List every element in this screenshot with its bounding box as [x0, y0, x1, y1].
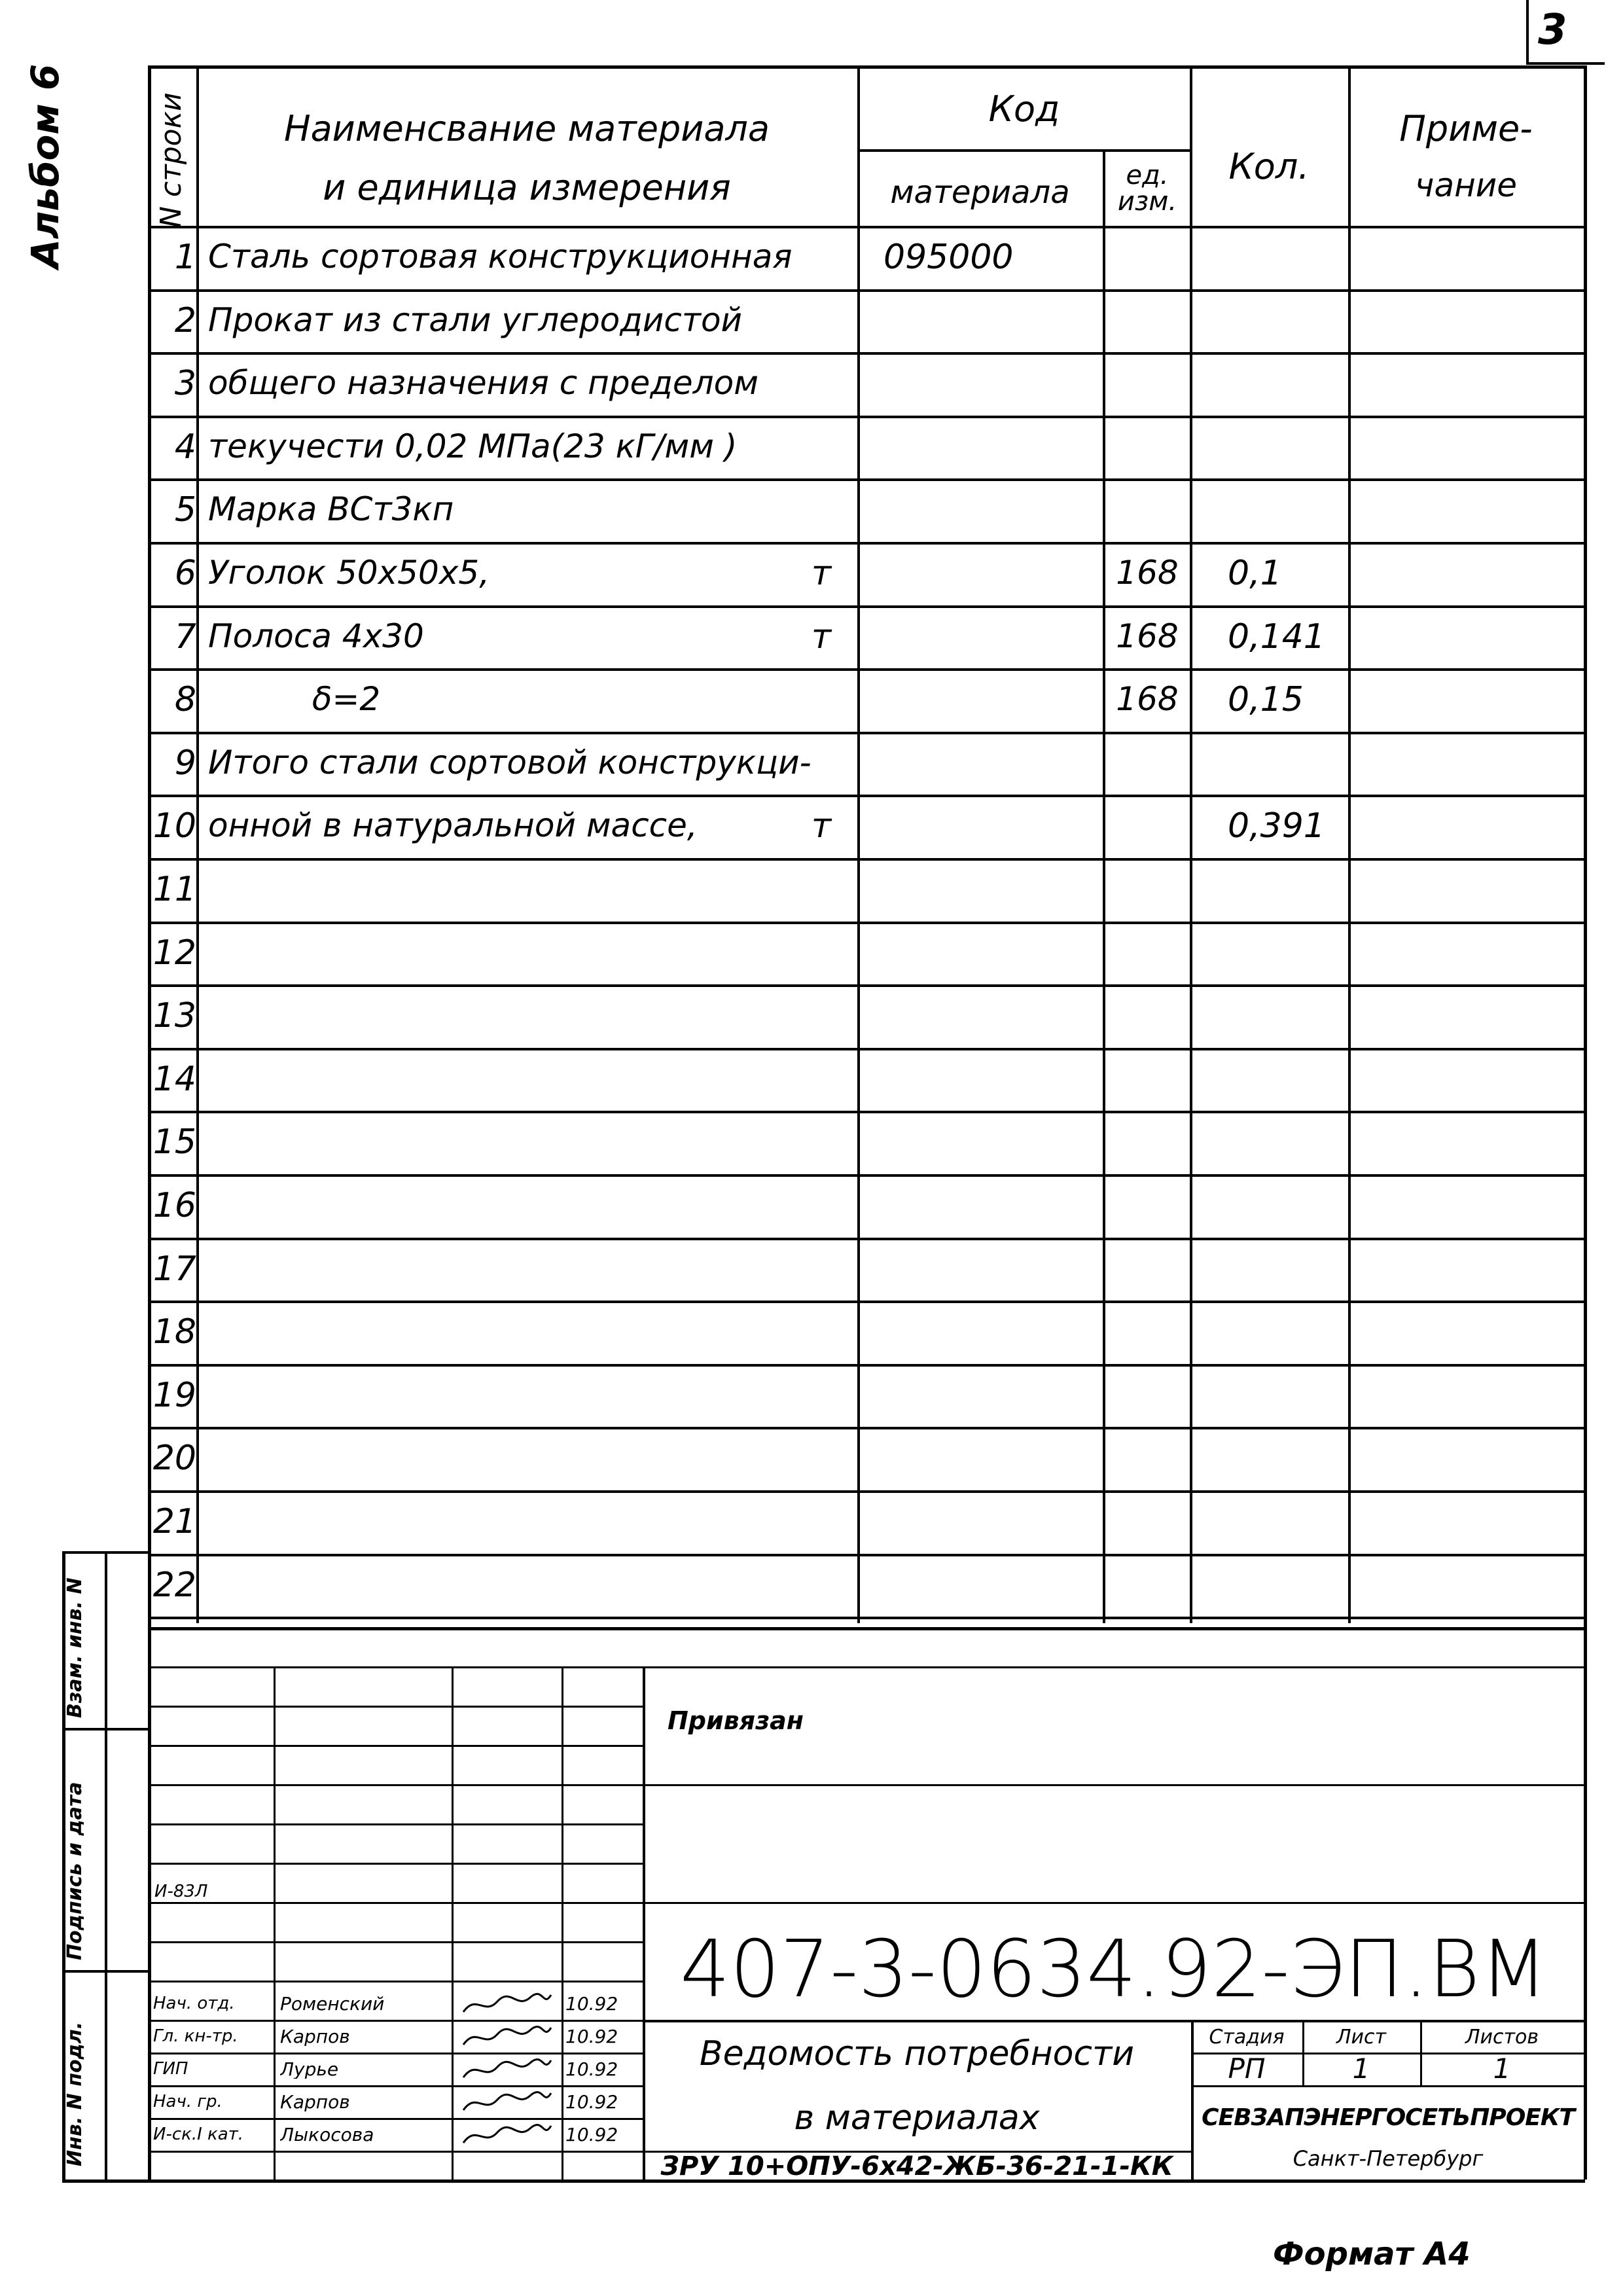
title-block-top: [148, 1627, 1585, 1630]
row-unit-symbol: т: [811, 554, 832, 593]
header-note-line2: чание: [1414, 166, 1518, 204]
signature-date: 10.92: [565, 2126, 618, 2144]
row-divider: [148, 1300, 1585, 1303]
handwritten-signature: [458, 1990, 556, 2020]
table-top-border: [148, 65, 1585, 69]
signature-name: Лурье: [280, 2060, 339, 2079]
row-number: 6: [174, 554, 196, 593]
tb-left-line-b: [148, 1745, 643, 1747]
row-divider: [148, 732, 1585, 734]
header-bottom-border: [148, 226, 1585, 228]
organization-city: Санкт-Петербург: [1293, 2146, 1484, 2171]
side-strip-bottom: [62, 2179, 148, 2183]
row-number: 9: [174, 744, 196, 783]
row-unit-symbol: т: [811, 617, 832, 656]
row-number: 10: [152, 806, 196, 846]
signature-role: И-ск.I кат.: [153, 2126, 244, 2143]
row-divider: [148, 289, 1585, 292]
row-name: Сталь сортовая конструкционная: [208, 238, 793, 276]
side-strip-sep2: [62, 1970, 148, 1973]
tb-col-name: [452, 1666, 454, 2179]
tb-left-line-k: [148, 2151, 643, 2153]
album-label: Альбом 6: [23, 63, 67, 268]
row-divider: [148, 352, 1585, 355]
row-name: Полоса 4х30: [208, 617, 424, 655]
row-unit-code: 168: [1116, 617, 1179, 655]
row-divider: [148, 416, 1585, 418]
row-qty: 0,1: [1228, 554, 1282, 593]
row-number: 11: [152, 870, 196, 909]
stage-label: Стадия: [1209, 2026, 1285, 2049]
row-number: 12: [152, 933, 196, 973]
tb-doccode-bottom: [643, 2020, 1585, 2022]
row-number: 13: [152, 996, 196, 1035]
page-number-divider: [1526, 0, 1529, 62]
row-unit-code: 168: [1116, 680, 1179, 718]
side-strip-sep1: [62, 1728, 148, 1731]
row-number: 18: [152, 1312, 196, 1352]
row-unit-code: 168: [1116, 554, 1179, 592]
tb-left-line-c: [148, 1823, 643, 1825]
tb-left-line-h: [148, 2053, 643, 2054]
col-sep-qty: [1348, 65, 1351, 1623]
row-number: 20: [152, 1439, 196, 1478]
row-name: онной в натуральной массе,: [208, 806, 698, 844]
page-number: 3: [1538, 6, 1567, 54]
document-title-line2: в материалах: [794, 2098, 1040, 2138]
row-divider: [148, 1427, 1585, 1429]
row-divider: [148, 1048, 1585, 1050]
document-title-line1: Ведомость потребности: [699, 2034, 1135, 2073]
signature-role: ГИП: [153, 2060, 188, 2077]
row-name: общего назначения с пределом: [208, 364, 758, 402]
col-sep-name: [857, 65, 860, 1623]
header-code-material: материала: [890, 174, 1070, 211]
header-name-line2: и единица измерения: [323, 167, 731, 208]
row-divider: [148, 1174, 1585, 1177]
tb-stage-line2: [1191, 2085, 1584, 2087]
tb-line-2: [148, 1784, 1585, 1786]
row-divider: [148, 1490, 1585, 1493]
row-divider: [148, 668, 1585, 671]
signature-name: Лыкосова: [280, 2126, 374, 2144]
row-qty: 0,15: [1228, 680, 1304, 719]
row-divider: [148, 1111, 1585, 1113]
signature-date: 10.92: [565, 2093, 618, 2111]
row-unit-symbol: т: [811, 806, 832, 846]
row-name: δ=2: [208, 680, 381, 718]
side-label-inv: Инв. N подл.: [63, 2021, 86, 2166]
sheet-value: 1: [1352, 2053, 1370, 2085]
tb-left-line-i: [148, 2085, 643, 2087]
object-code: ЗРУ 10+ОПУ-6х42-ЖБ-36-21-1-КК: [660, 2151, 1173, 2181]
header-code-unit: ед. изм.: [1117, 160, 1177, 217]
tb-line-1: [148, 1666, 1585, 1668]
tb-left-line-a: [148, 1706, 643, 1708]
row-number: 17: [152, 1249, 196, 1289]
row-number: 3: [174, 364, 196, 403]
header-qty: Кол.: [1228, 146, 1310, 187]
row-number: 7: [174, 617, 196, 656]
row-divider: [148, 1238, 1585, 1240]
tb-left-line-d: [148, 1863, 643, 1865]
signature-role: Гл. кн-тр.: [153, 2028, 238, 2045]
row-divider: [148, 984, 1585, 987]
row-name: Уголок 50х50х5,: [208, 554, 490, 592]
side-label-podpis: Подпись и дата: [63, 1782, 86, 1960]
row-divider: [148, 1364, 1585, 1367]
sheet-label: Лист: [1336, 2026, 1387, 2049]
row-divider: [148, 478, 1585, 481]
signature-name: Карпов: [280, 2093, 350, 2111]
row-number: 19: [152, 1376, 196, 1415]
page-number-underline: [1526, 62, 1605, 65]
row-name: Итого стали сортовой конструкци-: [208, 744, 812, 781]
row-divider: [148, 795, 1585, 797]
handwritten-signature: [458, 2055, 556, 2085]
inv-note: И-83Л: [154, 1882, 208, 1901]
row-number: 1: [174, 238, 196, 277]
side-strip-top: [62, 1551, 148, 1554]
header-code: Код: [988, 88, 1060, 130]
privyazan-label: Привязан: [668, 1706, 804, 1735]
row-number: 14: [152, 1060, 196, 1099]
row-number: 16: [152, 1186, 196, 1225]
side-strip-mid: [105, 1551, 107, 2179]
sheets-value: 1: [1493, 2053, 1511, 2085]
row-material-code: 095000: [883, 238, 1014, 277]
handwritten-signature: [458, 2088, 556, 2118]
header-row-number: N строки: [154, 92, 188, 228]
row-divider: [148, 605, 1585, 608]
tb-left-line-f: [148, 1981, 643, 1982]
sheets-label: Листов: [1465, 2026, 1539, 2049]
row-qty: 0,141: [1228, 617, 1325, 656]
signature-role: Нач. гр.: [153, 2093, 223, 2110]
side-label-vzam: Взам. инв. N: [63, 1577, 86, 1718]
tb-left-line-g: [148, 2020, 643, 2022]
row-number: 5: [174, 490, 196, 529]
row-number: 4: [174, 427, 196, 467]
stage-value: РП: [1228, 2053, 1266, 2085]
tb-left-line-e: [148, 1941, 643, 1943]
col-sep-material: [1103, 149, 1105, 1623]
handwritten-signature: [458, 2121, 556, 2151]
row-number: 15: [152, 1122, 196, 1162]
col-sep-unit: [1190, 65, 1192, 1623]
format-label: Формат А4: [1273, 2236, 1471, 2272]
row-number: 22: [152, 1566, 196, 1605]
signature-name: Роменский: [280, 1995, 385, 2013]
code-header-split: [857, 149, 1191, 152]
organization-name: СЕВЗАПЭНЕРГОСЕТЬПРОЕКТ: [1202, 2104, 1575, 2131]
row-qty: 0,391: [1228, 806, 1325, 846]
row-number: 2: [174, 301, 196, 340]
tb-line-3: [148, 1902, 1585, 1904]
row-name: текучести 0,02 МПа(23 кГ/мм ): [208, 427, 738, 465]
signature-date: 10.92: [565, 2060, 618, 2079]
signature-date: 10.92: [565, 1995, 618, 2013]
row-name: Прокат из стали углеродистой: [208, 301, 743, 339]
header-note-line1: Приме-: [1399, 108, 1533, 149]
row-divider: [148, 1554, 1585, 1556]
row-divider: [148, 1617, 1585, 1619]
document-code: 407-3-0634.92-ЭП.ВМ: [680, 1924, 1548, 2015]
handwritten-signature: [458, 2022, 556, 2053]
signature-role: Нач. отд.: [153, 1995, 235, 2012]
row-divider: [148, 542, 1585, 545]
table-right-border: [1584, 65, 1587, 1627]
tb-col-role: [274, 1666, 276, 2179]
row-number: 21: [152, 1502, 196, 1541]
row-divider: [148, 858, 1585, 861]
signature-name: Карпов: [280, 2028, 350, 2046]
col-sep-num: [196, 65, 199, 1623]
row-divider: [148, 922, 1585, 924]
tb-col-sign: [562, 1666, 563, 2179]
row-name: Марка ВСт3кп: [208, 490, 454, 528]
signature-date: 10.92: [565, 2028, 618, 2046]
header-name-line1: Наименсвание материала: [283, 108, 770, 149]
row-number: 8: [174, 680, 196, 719]
tb-left-line-j: [148, 2118, 643, 2120]
